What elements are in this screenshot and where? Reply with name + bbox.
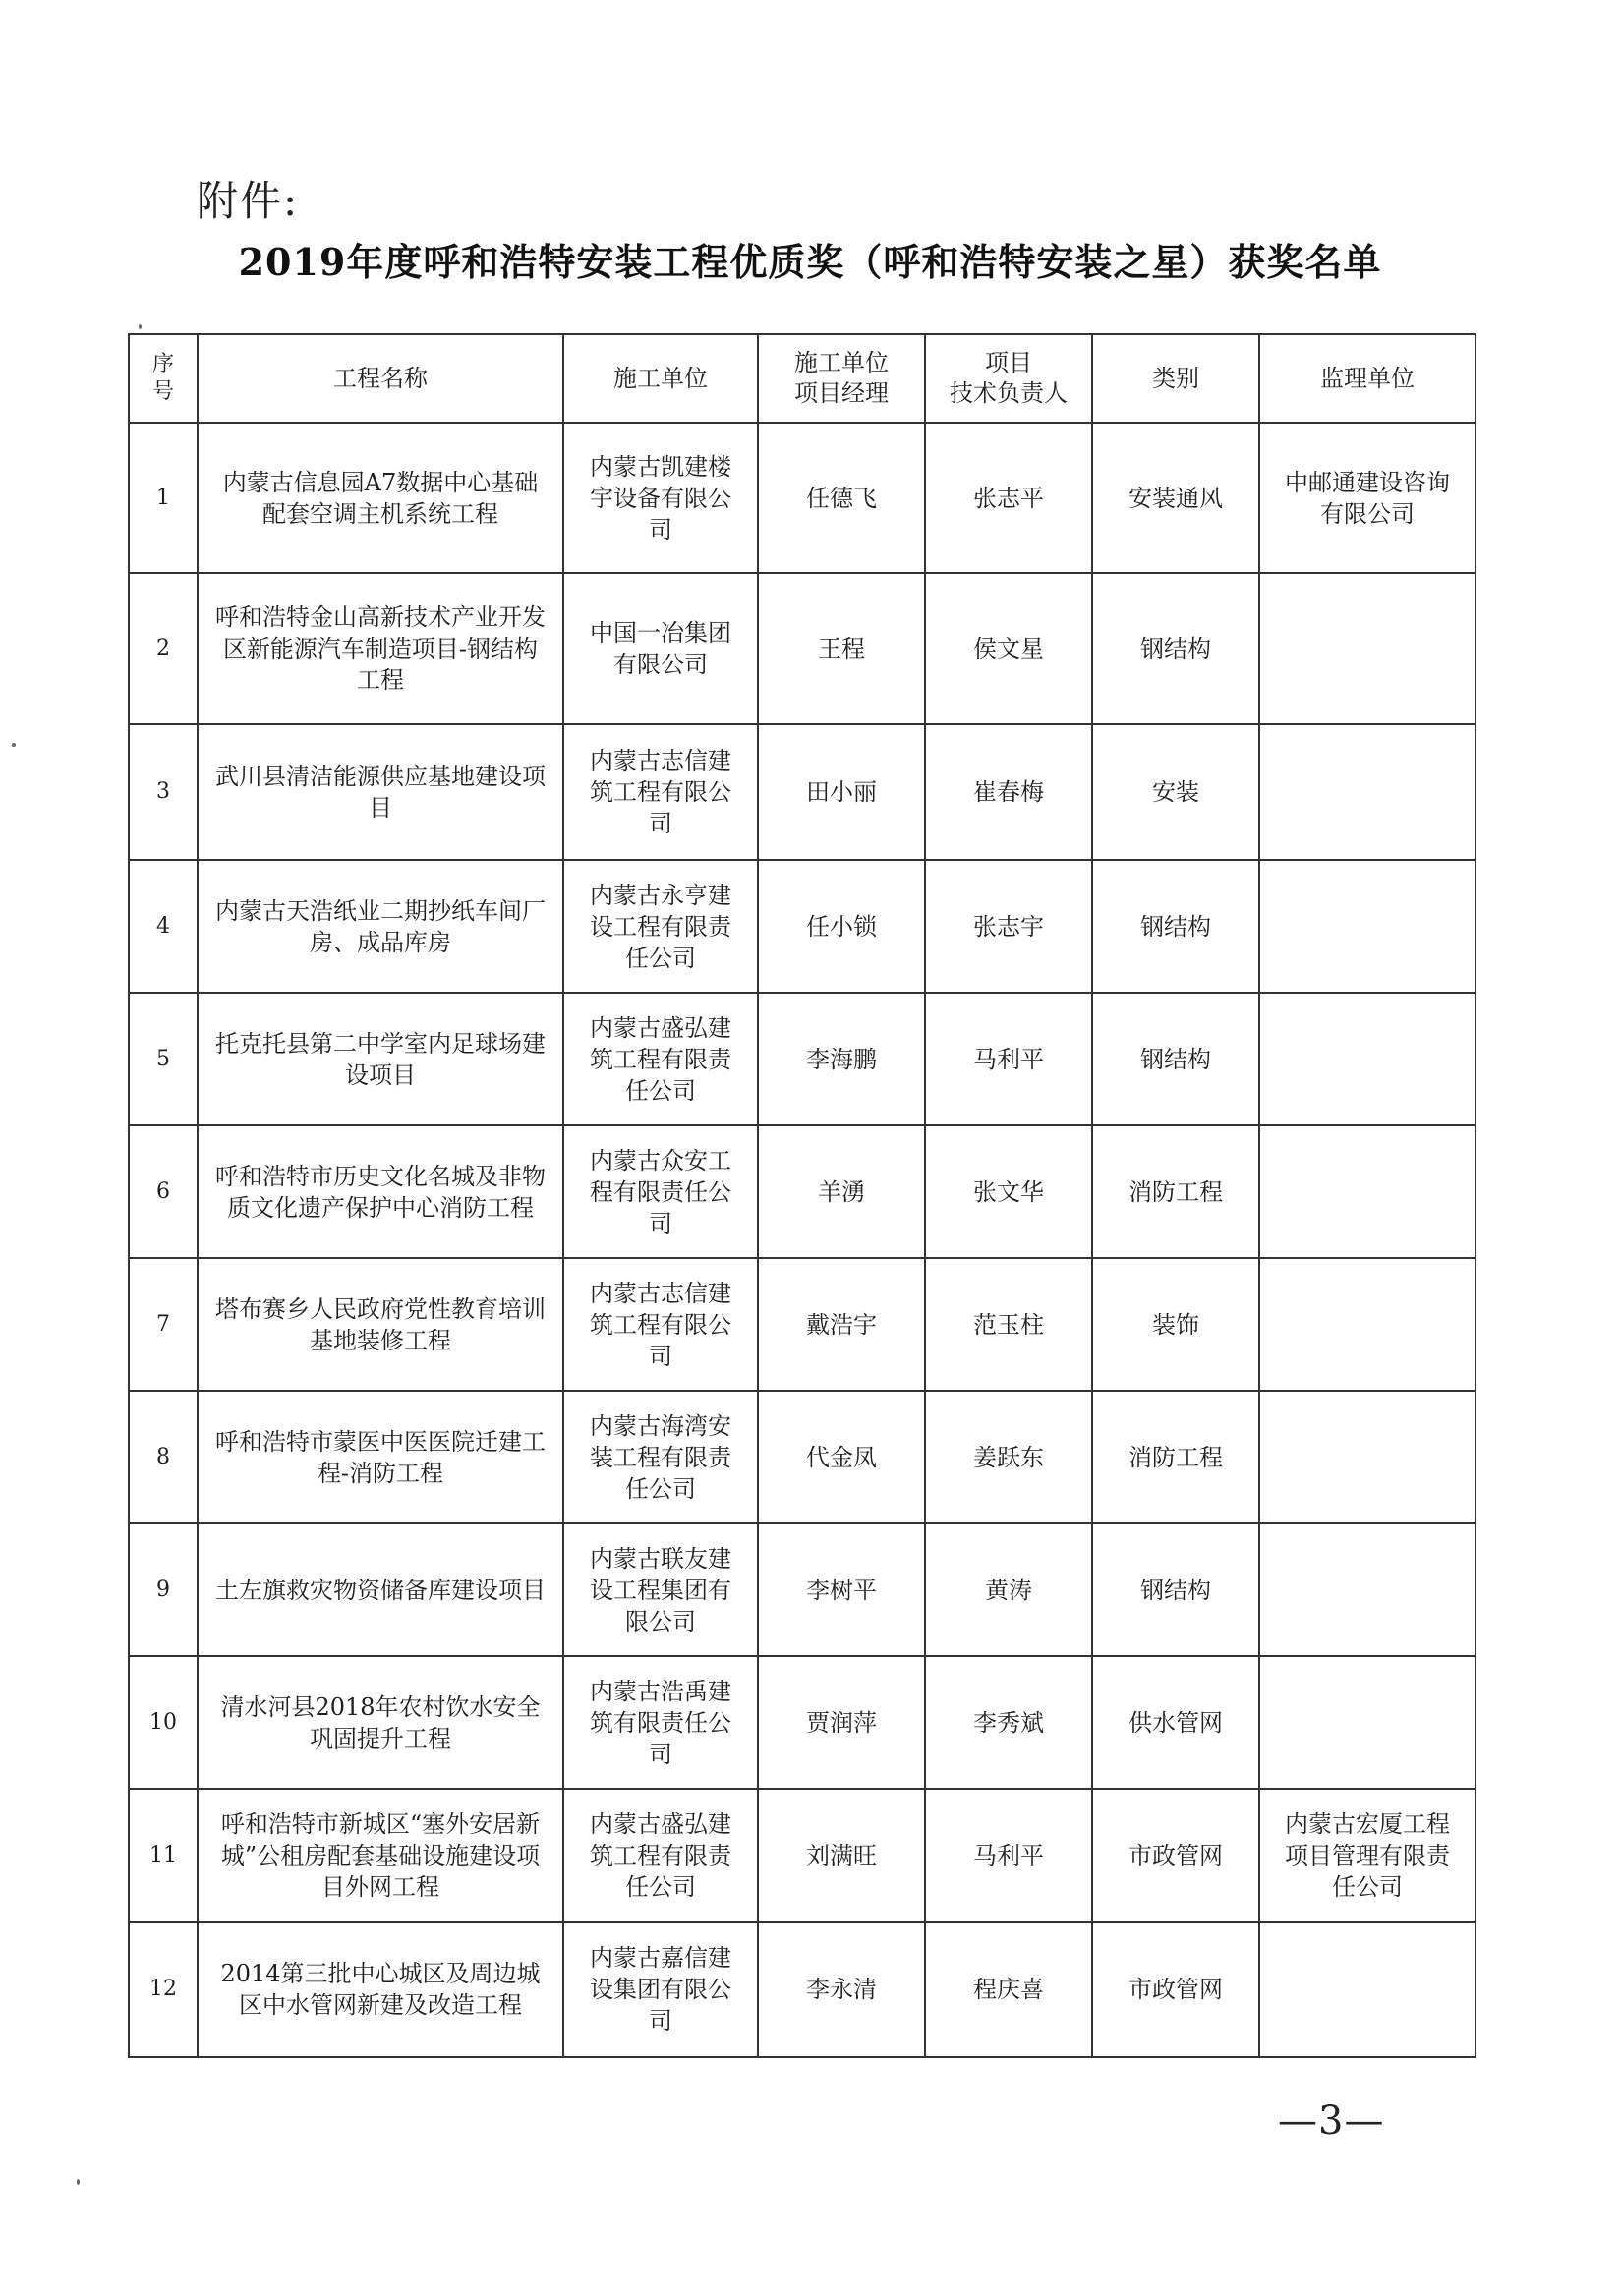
cell-project-name: 呼和浩特市历史文化名城及非物质文化遗产保护中心消防工程	[198, 1125, 563, 1258]
attachment-label: 附件:	[197, 177, 300, 225]
cell-project-name: 内蒙古信息园A7数据中心基础配套空调主机系统工程	[198, 423, 563, 573]
cell-category: 安装	[1092, 724, 1259, 860]
cell-project-name: 呼和浩特市新城区“塞外安居新城”公租房配套基础设施建设项目外网工程	[198, 1789, 563, 1922]
cell-seq: 2	[129, 573, 198, 724]
cell-project-name: 武川县清洁能源供应基地建设项目	[198, 724, 563, 860]
header-seq-line1: 序	[151, 352, 174, 376]
cell-contractor: 内蒙古永亨建设工程有限责任公司	[563, 860, 758, 993]
table-row	[129, 860, 1475, 993]
cell-seq: 8	[129, 1391, 198, 1523]
scan-speck	[77, 2179, 80, 2185]
cell-supervisor	[1259, 573, 1475, 724]
table-row	[129, 573, 1475, 724]
cell-tech-lead: 范玉柱	[925, 1258, 1092, 1391]
table-row	[129, 1125, 1475, 1258]
cell-tech-lead: 姜跃东	[925, 1391, 1092, 1523]
cell-seq: 12	[129, 1922, 198, 2057]
cell-contractor: 内蒙古浩禹建筑有限责任公司	[563, 1656, 758, 1789]
cell-supervisor	[1259, 1391, 1475, 1523]
cell-project-manager: 李永清	[758, 1922, 925, 2057]
cell-project-manager: 羊湧	[758, 1125, 925, 1258]
cell-tech-lead: 张志宇	[925, 860, 1092, 993]
cell-project-manager: 任小锁	[758, 860, 925, 993]
cell-seq: 4	[129, 860, 198, 993]
cell-tech-lead: 张志平	[925, 423, 1092, 573]
cell-supervisor	[1259, 1656, 1475, 1789]
cell-project-name: 呼和浩特金山高新技术产业开发区新能源汽车制造项目-钢结构工程	[198, 573, 563, 724]
cell-contractor: 内蒙古海湾安装工程有限责任公司	[563, 1391, 758, 1523]
header-category: 类别	[1092, 334, 1259, 423]
cell-contractor: 内蒙古盛弘建筑工程有限责任公司	[563, 1789, 758, 1922]
cell-tech-lead: 马利平	[925, 1789, 1092, 1922]
cell-project-manager: 戴浩宇	[758, 1258, 925, 1391]
table-row	[129, 1523, 1475, 1656]
header-seq	[129, 334, 198, 423]
header-manager-line1: 施工单位	[794, 349, 889, 376]
cell-seq: 5	[129, 993, 198, 1125]
cell-project-manager: 田小丽	[758, 724, 925, 860]
cell-category: 钢结构	[1092, 1523, 1259, 1656]
table-row	[129, 1922, 1475, 2057]
header-supervisor: 监理单位	[1259, 334, 1475, 423]
header-manager-line2: 项目经理	[794, 379, 889, 407]
cell-project-name: 土左旗救灾物资储备库建设项目	[198, 1523, 563, 1656]
table-row	[129, 724, 1475, 860]
cell-category: 市政管网	[1092, 1922, 1259, 2057]
cell-contractor: 内蒙古志信建筑工程有限公司	[563, 1258, 758, 1391]
award-table	[128, 333, 1476, 2058]
cell-supervisor	[1259, 993, 1475, 1125]
cell-project-name: 托克托县第二中学室内足球场建设项目	[198, 993, 563, 1125]
cell-seq: 1	[129, 423, 198, 573]
document-title: 2019年度呼和浩特安装工程优质奖（呼和浩特安装之星）获奖名单	[238, 240, 1382, 284]
cell-seq: 7	[129, 1258, 198, 1391]
cell-supervisor	[1259, 860, 1475, 993]
header-contractor: 施工单位	[563, 334, 758, 423]
cell-contractor: 内蒙古凯建楼宇设备有限公司	[563, 423, 758, 573]
cell-tech-lead: 马利平	[925, 993, 1092, 1125]
cell-supervisor	[1259, 724, 1475, 860]
cell-project-manager: 王程	[758, 573, 925, 724]
table-row	[129, 1656, 1475, 1789]
cell-category: 消防工程	[1092, 1125, 1259, 1258]
cell-seq: 11	[129, 1789, 198, 1922]
cell-project-name: 内蒙古天浩纸业二期抄纸车间厂房、成品库房	[198, 860, 563, 993]
cell-seq: 6	[129, 1125, 198, 1258]
cell-contractor: 中国一冶集团有限公司	[563, 573, 758, 724]
cell-project-manager: 李海鹏	[758, 993, 925, 1125]
cell-supervisor	[1259, 1922, 1475, 2057]
cell-supervisor	[1259, 1125, 1475, 1258]
cell-tech-lead: 程庆喜	[925, 1922, 1092, 2057]
cell-category: 钢结构	[1092, 573, 1259, 724]
cell-supervisor: 内蒙古宏厦工程项目管理有限责任公司	[1259, 1789, 1475, 1922]
page-number: —3—	[1278, 2098, 1385, 2144]
cell-project-name: 塔布赛乡人民政府党性教育培训基地装修工程	[198, 1258, 563, 1391]
table-row	[129, 423, 1475, 573]
cell-project-manager: 代金凤	[758, 1391, 925, 1523]
cell-project-manager: 任德飞	[758, 423, 925, 573]
cell-contractor: 内蒙古联友建设工程集团有限公司	[563, 1523, 758, 1656]
cell-project-manager: 刘满旺	[758, 1789, 925, 1922]
cell-contractor: 内蒙古嘉信建设集团有限公司	[563, 1922, 758, 2057]
header-tech-lead	[925, 334, 1092, 423]
header-project-manager	[758, 334, 925, 423]
header-tech-line2: 技术负责人	[950, 379, 1068, 407]
cell-category: 市政管网	[1092, 1789, 1259, 1922]
cell-contractor: 内蒙古盛弘建筑工程有限责任公司	[563, 993, 758, 1125]
cell-seq: 3	[129, 724, 198, 860]
scan-speck	[12, 743, 16, 747]
cell-supervisor	[1259, 1523, 1475, 1656]
header-project-name: 工程名称	[198, 334, 563, 423]
cell-contractor: 内蒙古志信建筑工程有限公司	[563, 724, 758, 860]
cell-supervisor	[1259, 1258, 1475, 1391]
cell-seq: 10	[129, 1656, 198, 1789]
header-tech-line1: 项目	[985, 349, 1032, 376]
cell-project-name: 呼和浩特市蒙医中医医院迁建工程-消防工程	[198, 1391, 563, 1523]
table-row	[129, 993, 1475, 1125]
table-row	[129, 1789, 1475, 1922]
cell-contractor: 内蒙古众安工程有限责任公司	[563, 1125, 758, 1258]
cell-tech-lead: 李秀斌	[925, 1656, 1092, 1789]
cell-tech-lead: 侯文星	[925, 573, 1092, 724]
table-row	[129, 1258, 1475, 1391]
cell-category: 安装通风	[1092, 423, 1259, 573]
cell-project-name: 清水河县2018年农村饮水安全巩固提升工程	[198, 1656, 563, 1789]
cell-category: 钢结构	[1092, 860, 1259, 993]
cell-seq: 9	[129, 1523, 198, 1656]
cell-category: 钢结构	[1092, 993, 1259, 1125]
header-seq-line2: 号	[151, 379, 174, 404]
cell-project-manager: 贾润萍	[758, 1656, 925, 1789]
cell-tech-lead: 崔春梅	[925, 724, 1092, 860]
table-row	[129, 1391, 1475, 1523]
cell-project-manager: 李树平	[758, 1523, 925, 1656]
cell-project-name: 2014第三批中心城区及周边城区中水管网新建及改造工程	[198, 1922, 563, 2057]
cell-tech-lead: 张文华	[925, 1125, 1092, 1258]
cell-supervisor: 中邮通建设咨询有限公司	[1259, 423, 1475, 573]
table-header-row	[129, 334, 1475, 423]
cell-category: 消防工程	[1092, 1391, 1259, 1523]
scan-speck	[139, 324, 142, 329]
cell-tech-lead: 黄涛	[925, 1523, 1092, 1656]
cell-category: 供水管网	[1092, 1656, 1259, 1789]
cell-category: 装饰	[1092, 1258, 1259, 1391]
